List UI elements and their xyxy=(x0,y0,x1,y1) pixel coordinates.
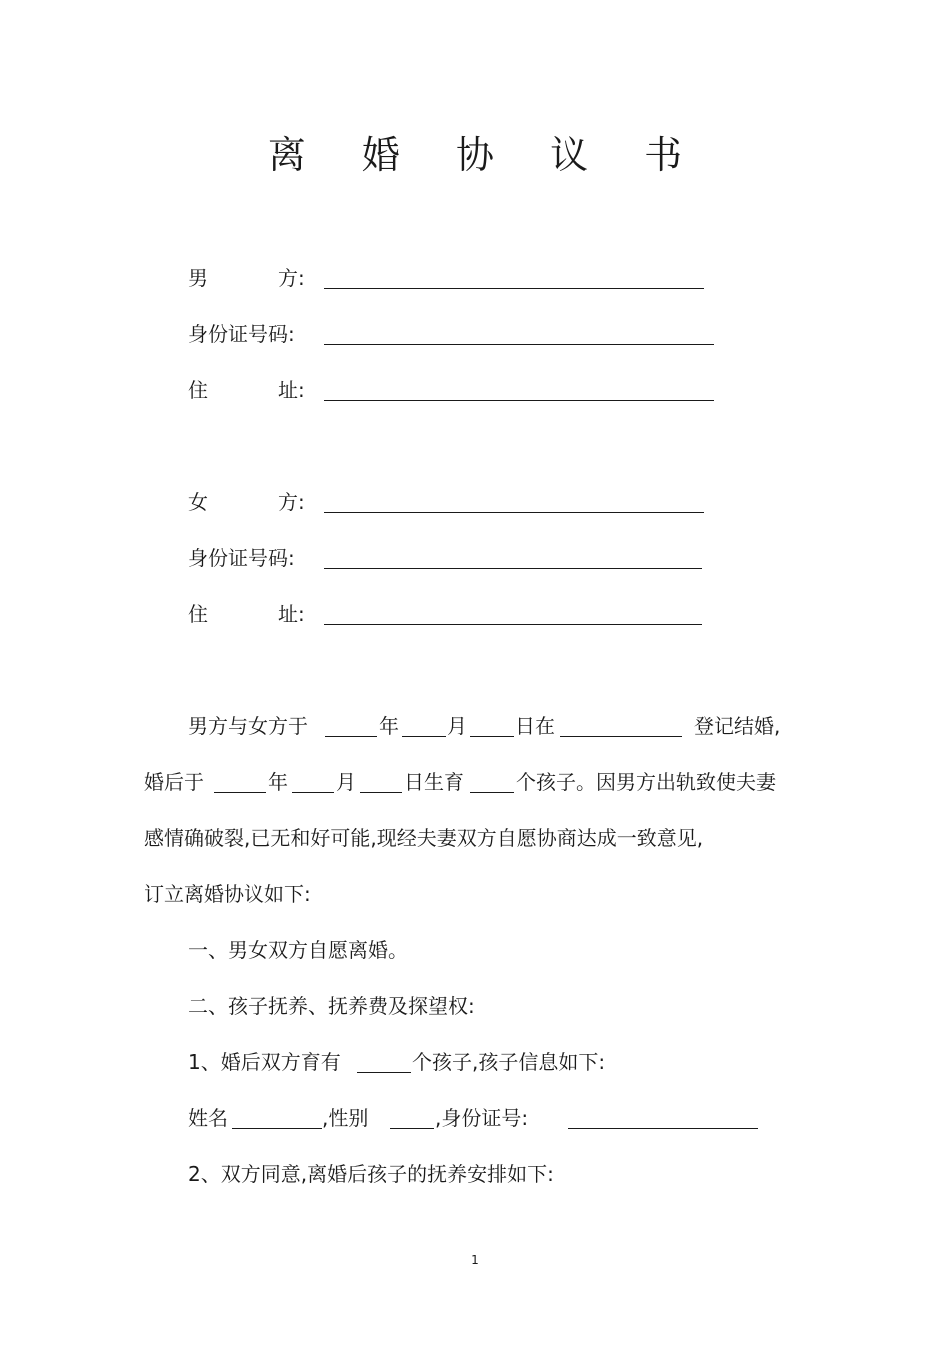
children-count-field[interactable] xyxy=(357,1072,411,1073)
clause-1: 一、男女双方自愿离婚。 xyxy=(188,938,408,962)
male-id-label: 身份证号码: xyxy=(188,322,295,346)
child-id-field[interactable] xyxy=(568,1128,758,1129)
document-title: 离 婚 协 议 书 xyxy=(267,133,705,177)
child-birth-day-field[interactable] xyxy=(360,792,402,793)
male-id-field[interactable] xyxy=(324,344,714,345)
male-address-field[interactable] xyxy=(324,400,714,401)
male-name-label-a: 男 xyxy=(188,266,208,290)
male-address-label-a: 住 xyxy=(188,378,208,402)
female-name-label-b: 方: xyxy=(278,490,305,514)
sub-clause-2: 2、双方同意,离婚后孩子的抚养安排如下: xyxy=(188,1162,554,1186)
female-address-label-a: 住 xyxy=(188,602,208,626)
marriage-place-field[interactable] xyxy=(560,736,682,737)
child-birth-text: 婚后于 xyxy=(144,770,204,794)
paragraph-line-3: 感情确破裂,已无和好可能,现经夫妻双方自愿协商达成一致意见, xyxy=(144,826,704,850)
sub-clause-1: 1、婚后双方育有 xyxy=(188,1050,341,1074)
male-address-label-b: 址: xyxy=(278,378,305,402)
marriage-date-text: 男方与女方于 xyxy=(188,714,308,738)
male-name-label-b: 方: xyxy=(278,266,305,290)
marriage-year-field[interactable] xyxy=(325,736,377,737)
marriage-month-field[interactable] xyxy=(402,736,446,737)
sub-clause-1-cont: 个孩子,孩子信息如下: xyxy=(412,1050,606,1074)
marriage-day-unit: 日在 xyxy=(515,714,555,738)
female-address-field[interactable] xyxy=(324,624,702,625)
marriage-registered-text: 登记结婚, xyxy=(694,714,781,738)
female-name-field[interactable] xyxy=(324,512,704,513)
child-birth-month-field[interactable] xyxy=(292,792,334,793)
clause-2: 二、孩子抚养、抚养费及探望权: xyxy=(188,994,475,1018)
child-birth-month-unit: 月 xyxy=(336,770,356,794)
child-birth-day-unit: 日生育 xyxy=(404,770,464,794)
child-birth-year-field[interactable] xyxy=(214,792,266,793)
female-id-field[interactable] xyxy=(324,568,702,569)
page-number: 1 xyxy=(471,1253,479,1267)
child-count-field[interactable] xyxy=(470,792,514,793)
female-name-label-a: 女 xyxy=(188,490,208,514)
marriage-day-field[interactable] xyxy=(470,736,514,737)
child-name-field[interactable] xyxy=(232,1128,322,1129)
child-name-label: 姓名 xyxy=(188,1106,228,1130)
paragraph-line-4: 订立离婚协议如下: xyxy=(144,882,311,906)
divorce-reason-text: 个孩子。因男方出轨致使夫妻 xyxy=(516,770,776,794)
marriage-year-unit: 年 xyxy=(379,714,399,738)
male-name-field[interactable] xyxy=(324,288,704,289)
child-gender-field[interactable] xyxy=(390,1128,434,1129)
child-birth-year-unit: 年 xyxy=(268,770,288,794)
child-gender-label: ,性别 xyxy=(322,1106,369,1130)
marriage-month-unit: 月 xyxy=(447,714,467,738)
child-id-label: ,身份证号: xyxy=(435,1106,529,1130)
female-address-label-b: 址: xyxy=(278,602,305,626)
female-id-label: 身份证号码: xyxy=(188,546,295,570)
